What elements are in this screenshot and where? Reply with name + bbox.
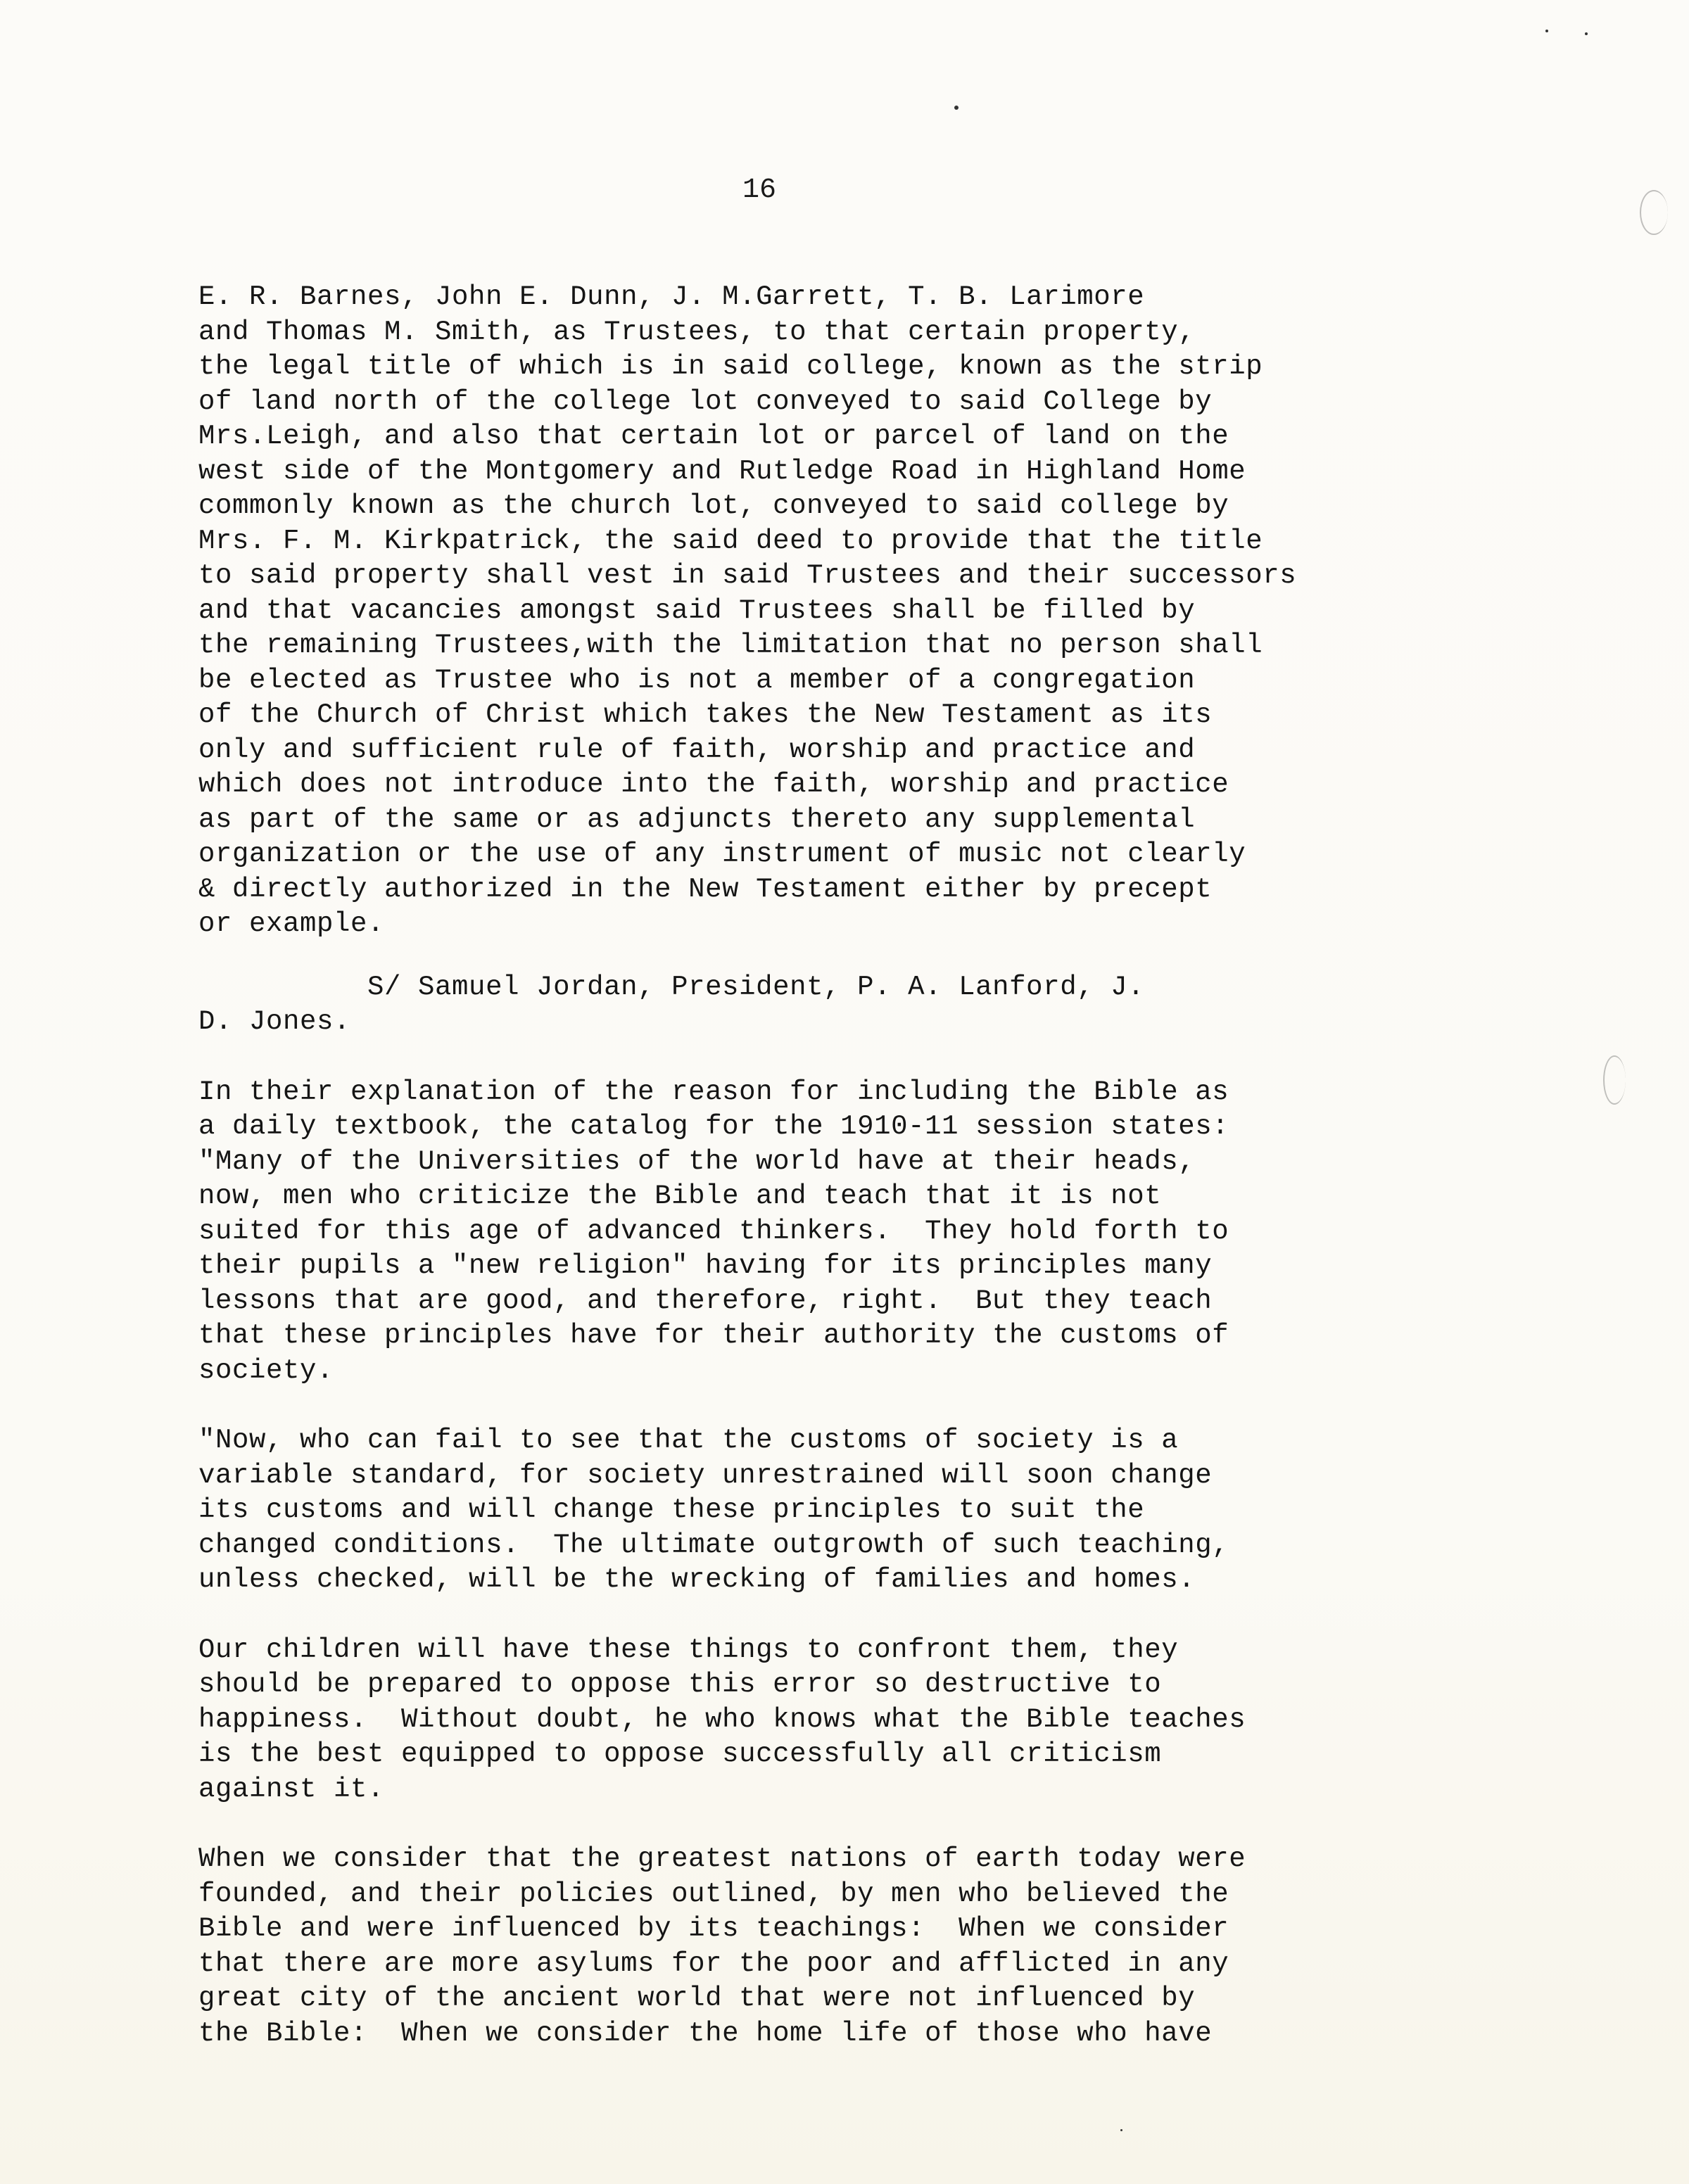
paragraph-customs-of-society <box>198 1423 1536 1598</box>
paragraph-catalog-explanation <box>198 1075 1536 1389</box>
text-line: suited for this age of advanced thinkers. They hold forth to <box>198 1215 1229 1247</box>
paragraph-trust-deed <box>198 280 1536 942</box>
text-line: to said property shall vest in said Trustees and their successors <box>198 560 1297 591</box>
text-line: a daily textbook, the catalog for the 1910-11 session states: <box>198 1111 1229 1142</box>
text-line: variable standard, for society unrestrained will soon change <box>198 1459 1213 1491</box>
text-line: or example. <box>198 908 385 939</box>
text-line: & directly authorized in the New Testament either by precept <box>198 873 1213 905</box>
paper-speck <box>1585 32 1588 35</box>
text-line: only and sufficient rule of faith, worship and practice and <box>198 734 1196 766</box>
text-line: Our children will have these things to confront them, they <box>198 1634 1179 1665</box>
text-line: is the best equipped to oppose successfully all criticism <box>198 1739 1162 1770</box>
text-line: the legal title of which is in said college, known as the strip <box>198 351 1263 382</box>
text-line: the remaining Trustees,with the limitation that no person shall <box>198 630 1263 661</box>
text-line: west side of the Montgomery and Rutledge Road in Highland Home <box>198 455 1246 487</box>
text-line: great city of the ancient world that were not influenced by <box>198 1983 1196 2014</box>
text-line: society. <box>198 1354 334 1386</box>
text-line: and Thomas M. Smith, as Trustees, to that certain property, <box>198 316 1196 348</box>
paper-speck <box>1120 2129 1122 2131</box>
text-line: organization or the use of any instrument of music not clearly <box>198 839 1246 870</box>
text-line: its customs and will change these principles to suit the <box>198 1494 1145 1525</box>
text-line: Mrs. F. M. Kirkpatrick, the said deed to provide that the title <box>198 525 1263 557</box>
text-line: Bible and were influenced by its teachings: When we consider <box>198 1913 1229 1944</box>
text-line: unless checked, will be the wrecking of families and homes. <box>198 1564 1196 1595</box>
text-line: the Bible: When we consider the home life of those who have <box>198 2017 1213 2049</box>
text-line: Mrs.Leigh, and also that certain lot or parcel of land on the <box>198 421 1229 452</box>
signature-block <box>198 970 1536 1040</box>
binder-hole-mark <box>1640 190 1668 235</box>
text-line: now, men who criticize the Bible and teach that it is not <box>198 1181 1162 1212</box>
text-line: which does not introduce into the faith, worship and practice <box>198 769 1229 800</box>
text-line: When we consider that the greatest nations of earth today were <box>198 1843 1246 1874</box>
text-line: should be prepared to oppose this error so destructive to <box>198 1669 1162 1700</box>
paragraph-our-children <box>198 1633 1536 1808</box>
text-line: E. R. Barnes, John E. Dunn, J. M.Garrett, T. B. Larimore <box>198 281 1145 312</box>
text-line: of land north of the college lot conveyed to said College by <box>198 386 1213 417</box>
text-line: founded, and their policies outlined, by men who believed the <box>198 1878 1229 1910</box>
text-line: their pupils a "new religion" having for its principles many <box>198 1250 1213 1281</box>
body-text <box>198 280 1536 2051</box>
paper-speck <box>954 106 959 110</box>
text-line: of the Church of Christ which takes the New Testament as its <box>198 699 1213 730</box>
text-line: be elected as Trustee who is not a member of a congregation <box>198 664 1196 696</box>
text-line: changed conditions. The ultimate outgrowth of such teaching, <box>198 1529 1229 1561</box>
text-line: happiness. Without doubt, he who knows what the Bible teaches <box>198 1703 1246 1735</box>
paper-speck <box>1545 30 1548 32</box>
binder-hole-mark <box>1603 1055 1626 1105</box>
text-line: that there are more asylums for the poor and afflicted in any <box>198 1948 1229 1979</box>
page-number: 16 <box>742 174 777 206</box>
signature-line: S/ Samuel Jordan, President, P. A. Lanford, J. <box>198 971 1145 1003</box>
text-line: against it. <box>198 1773 385 1805</box>
text-line: In their explanation of the reason for including the Bible as <box>198 1076 1229 1107</box>
text-line: "Many of the Universities of the world have at their heads, <box>198 1145 1196 1177</box>
text-line: and that vacancies amongst said Trustees shall be filled by <box>198 595 1196 626</box>
text-line: lessons that are good, and therefore, right. But they teach <box>198 1285 1213 1316</box>
signature-line: D. Jones. <box>198 1006 351 1037</box>
text-line: as part of the same or as adjuncts thereto any supplemental <box>198 804 1196 835</box>
text-line: "Now, who can fail to see that the customs of society is a <box>198 1425 1179 1456</box>
text-line: commonly known as the church lot, conveyed to said college by <box>198 490 1229 521</box>
text-line: that these principles have for their authority the customs of <box>198 1320 1229 1351</box>
paragraph-when-we-consider <box>198 1842 1536 2051</box>
